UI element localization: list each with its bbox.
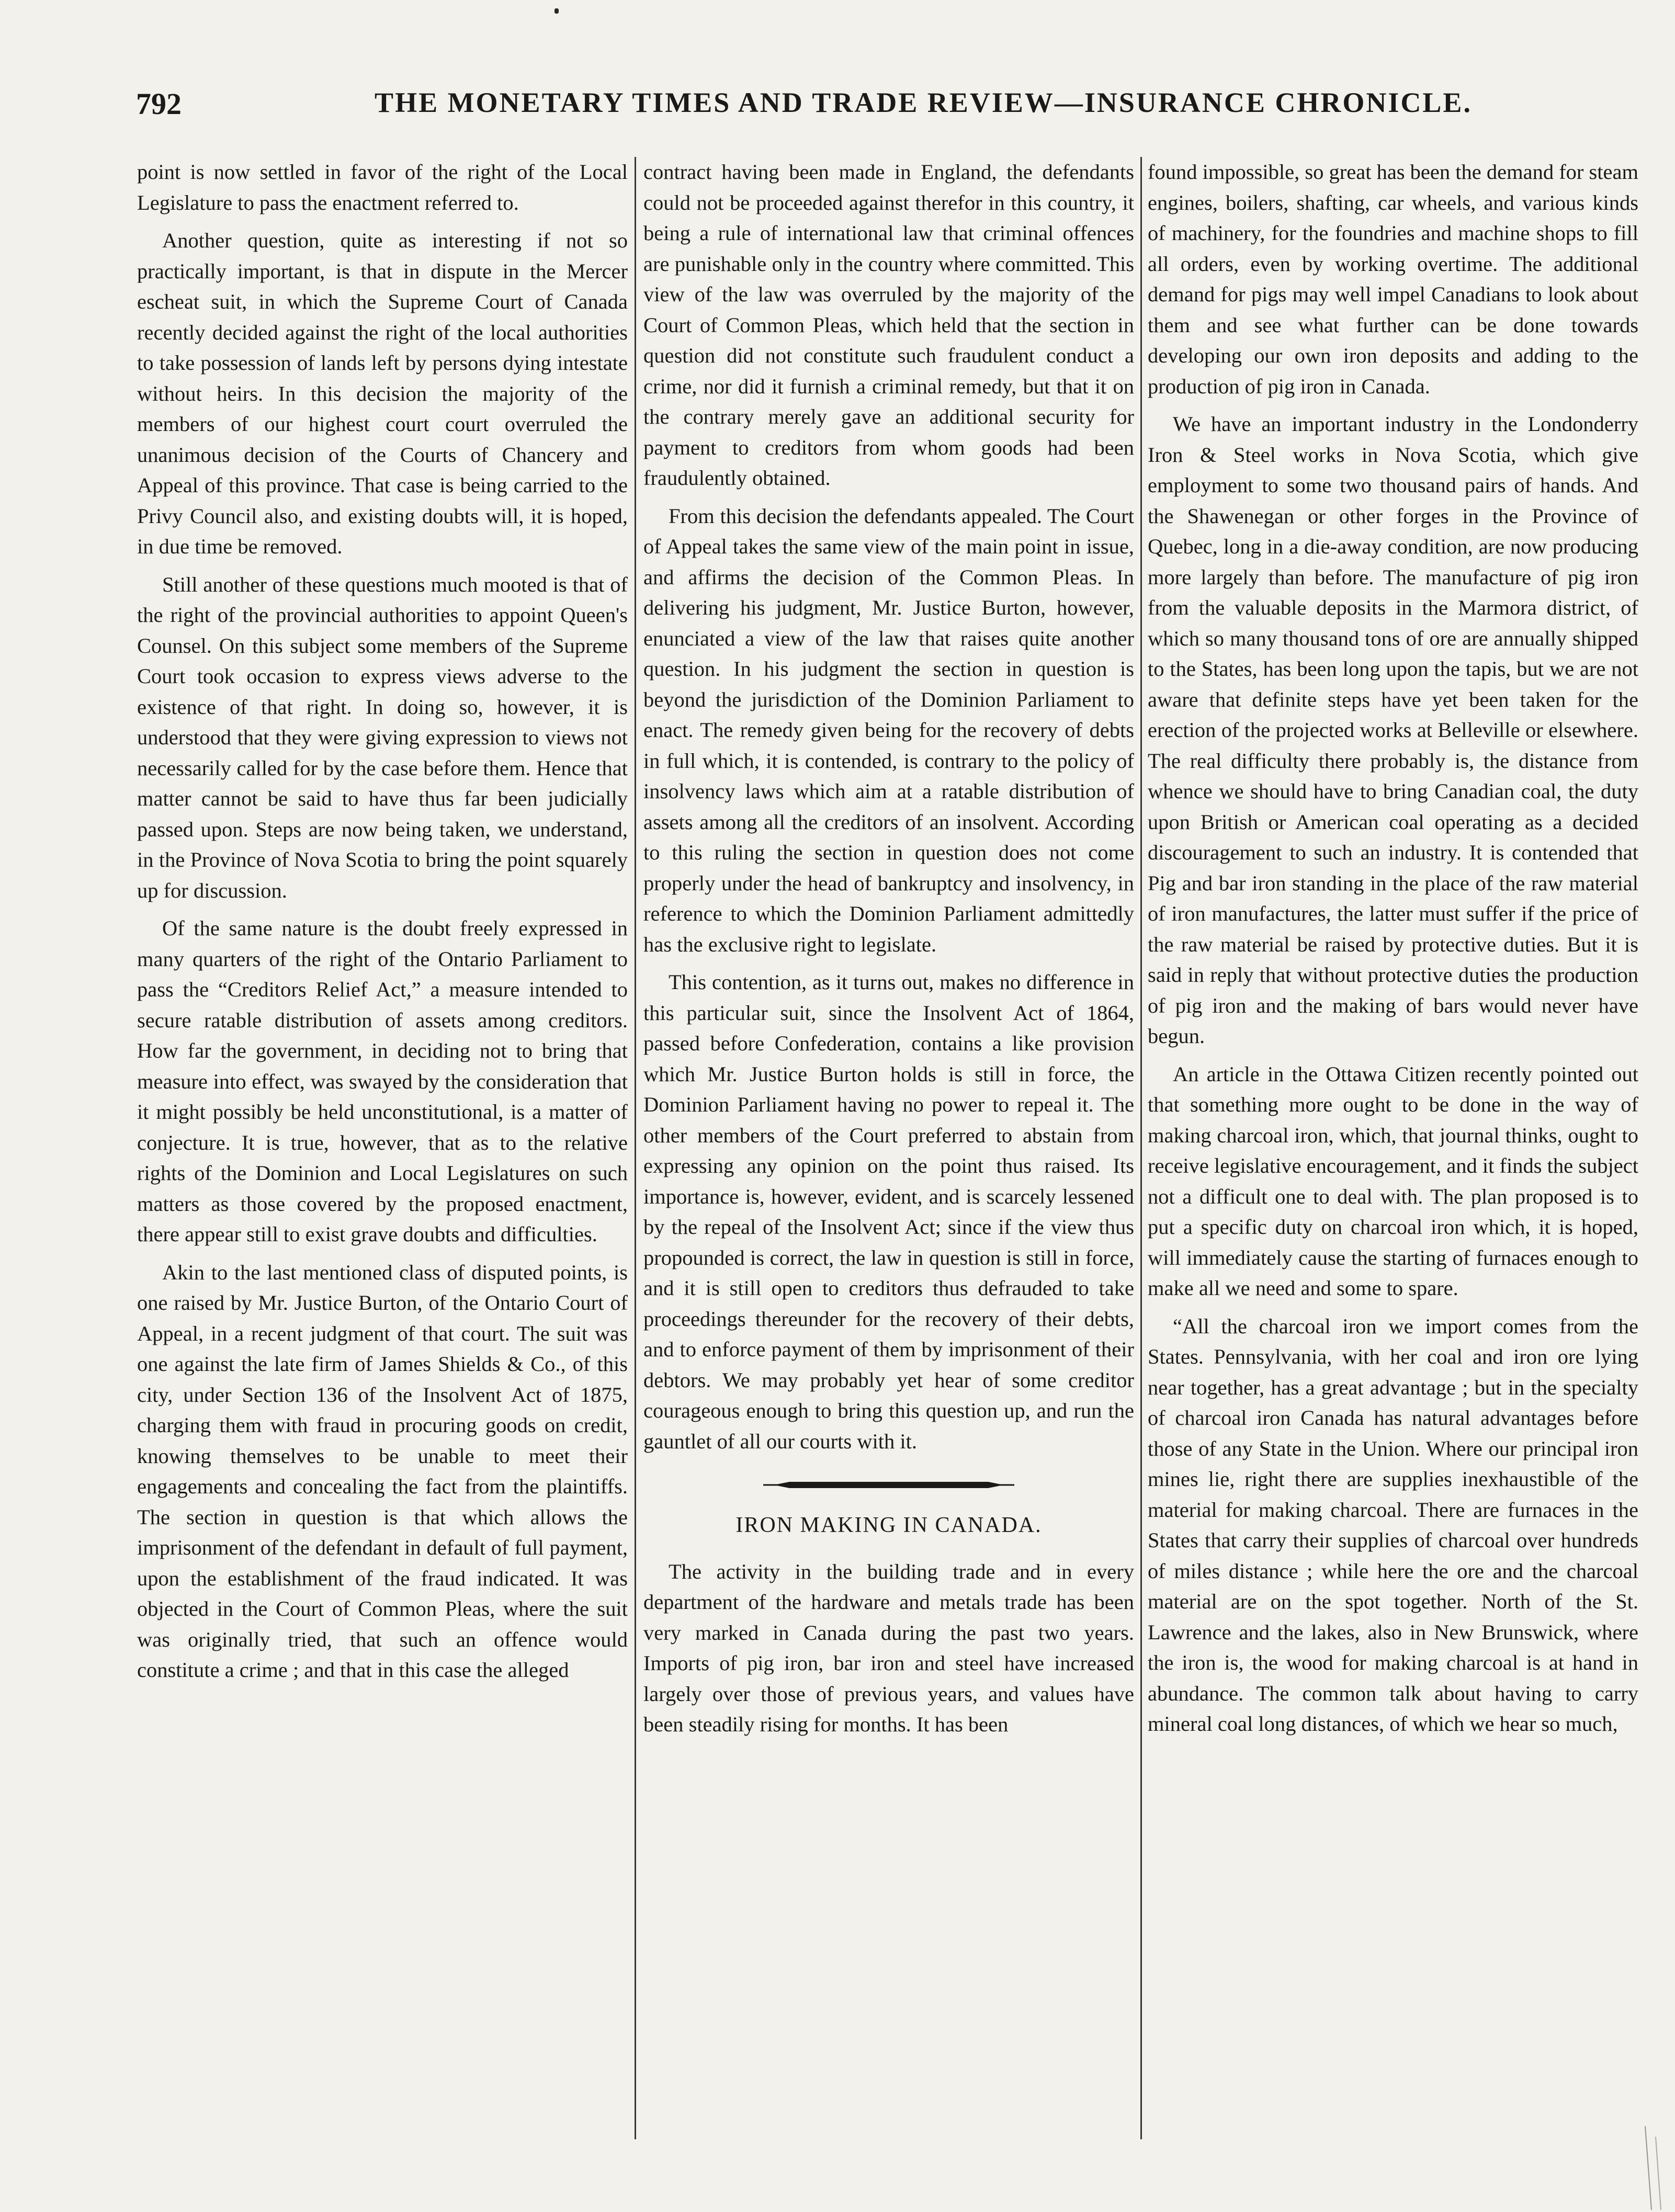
paragraph: Another question, quite as interesting if not so practically important, is that in dispute in the Mercer escheat suit, in which the Supreme Court of Canada recently decided against the right of the local authorities to take possession of lands left by persons dying intestate without heirs. In this decision the majority of the members of our highest court court overruled the unanimous decision of the Courts of Chancery and Appeal of this province. That case is being carried to the Privy Council also, and existing doubts will, it is hoped, in due time be removed. (137, 229, 628, 558)
paragraph: found impossible, so great has been the demand for steam engines, boilers, shafting, car wheels, and various kinds of machinery, for the foundries and machine shops to fill all orders, even by working overtime. The additional demand for pigs may well impel Canadians to look about them and see what further can be done towards developing our own iron deposits and adding to the production of pig iron in Canada. (1148, 160, 1638, 398)
print-mark (554, 8, 559, 14)
paragraph: “All the charcoal iron we import comes from the States. Pennsylvania, with her coal and iron ore lying near together, has a great advantage ; but in the specialty of charcoal iron Canada has natural advantages before those of any State in the Union. Where our principal iron mines lie, right there are supplies inexhaustible of the material for making charcoal. There are furnaces in the States that carry their supplies of charcoal over hundreds of miles distance ; while here the ore and the charcoal material are on the spot together. North of the St. Lawrence and the lakes, also in New Brunswick, where the iron is, the wood for making charcoal is at hand in abundance. The common talk about having to carry mineral coal long distances, of which we hear so much, (1148, 1314, 1638, 1735)
paragraph: The activity in the building trade and in every department of the hardware and metals trade has been very marked in Canada during the past two years. Imports of pig iron, bar iron and steel have increased largely over those of previous years, and values have been steadily rising for months. It has been (643, 1559, 1134, 1736)
column-2 (643, 157, 1134, 2145)
page-header (0, 0, 1675, 157)
column-divider (635, 157, 636, 2139)
section-divider-ornament (758, 1479, 1020, 1491)
running-title: THE MONETARY TIMES AND TRADE REVIEW—INSURANCE CHRONICLE. (375, 87, 1472, 118)
column-1 (137, 157, 628, 2145)
paragraph: An article in the Ottawa Citizen recently pointed out that something more ought to be done in the way of making charcoal iron, which, that journal thinks, ought to receive legislative encouragement, and it finds the subject not a difficult one to deal with. The plan proposed is to put a specific duty on charcoal iron which, it is hoped, will immediately cause the starting of furnaces enough to make all we need and some to spare. (1148, 1062, 1638, 1300)
page-number: 792 (136, 87, 182, 121)
paragraph: Of the same nature is the doubt freely expressed in many quarters of the right of the Ontario Parliament to pass the “Creditors Relief Act,” a measure intended to secure ratable distribution of assets among creditors. How far the government, in deciding not to bring that measure into effect, was swayed by the consideration that it might possibly be held unconstitutional, is a matter of conjecture. It is true, however, that as to the relative rights of the Dominion and Local Legislatures on such matters as those covered by the proposed enactment, there appear still to exist grave doubts and difficulties. (137, 916, 628, 1246)
paragraph: Akin to the last mentioned class of disputed points, is one raised by Mr. Justice Burton, of the Ontario Court of Appeal, in a recent judgment of that court. The suit was one against the late firm of James Shields & Co., of this city, under Section 136 of the Insolvent Act of 1875, charging them with fraud in procuring goods on credit, knowing themselves to be unable to meet their engagements and concealing the fact from the plaintiffs. The section in question is that which allows the imprisonment of the defendant in default of full payment, upon the establishment of the fraud indicated. It was objected in the Court of Common Pleas, where the suit was originally tried, that such an offence would constitute a crime ; and that in this case the alleged (137, 1260, 628, 1682)
paragraph: point is now settled in favor of the right of the Local Legislature to pass the enactment referred to. (137, 160, 628, 214)
paragraph: We have an important industry in the Londonderry Iron & Steel works in Nova Scotia, which give employment to some two thousand pairs of hands. And the Shawenegan or other forges in the Province of Quebec, long in a die-away condition, are now producing more largely than before. The manufacture of pig iron from the valuable deposits in the Marmora district, of which so many thousand tons of ore are annually shipped to the States, has been long upon the tapis, but we are not aware that definite steps have yet been taken for the erection of the projected works at Belleville or elsewhere. The real difficulty there probably is, the distance from whence we should have to bring Canadian coal, the duty upon British or American coal operating as a decided discouragement to such an industry. It is contended that Pig and bar iron standing in the place of the raw material of iron manufactures, the latter must suffer if the price of the raw material be raised by protective duties. But it is said in reply that without protective duties the production of pig iron and the making of bars would never have begun. (1148, 412, 1638, 1048)
paragraph: From this decision the defendants appealed. The Court of Appeal takes the same view of the main point in issue, and affirms the decision of the Common Pleas. In delivering his judgment, Mr. Justice Burton, however, enunciated a view of the law that raises quite another question. In his judgment the section in question is beyond the jurisdiction of the Dominion Parliament to enact. The remedy given being for the recovery of debts in full which, it is contended, is contrary to the policy of insolvency laws which aim at a ratable distribution of assets among all the creditors of an insolvent. According to this ruling the section in question does not come properly under the head of bankruptcy and insolvency, in reference to which the Dominion Parliament admittedly has the exclusive right to legislate. (643, 504, 1134, 956)
paragraph: Still another of these questions much mooted is that of the right of the provincial authorities to appoint Queen's Counsel. On this subject some members of the Supreme Court took occasion to express views adverse to the existence of that right. In doing so, however, it is understood that they were giving expression to views not necessarily called for by the case before them. Hence that matter cannot be said to have thus far been judicially passed upon. Steps are now being taken, we understand, in the Province of Nova Scotia to bring the point squarely up for discussion. (137, 572, 628, 902)
column-3 (1148, 157, 1638, 2145)
paragraph: This contention, as it turns out, makes no difference in this particular suit, since the Insolvent Act of 1864, passed before Confederation, contains a like provision which Mr. Justice Burton holds is still in force, the Dominion Parliament having no power to repeal it. The other members of the Court preferred to abstain from expressing any opinion on the point thus raised. Its importance is, however, evident, and is scarcely lessened by the repeal of the Insolvent Act; since if the view thus propounded is correct, the law in question is still in force, and it is still open to creditors thus defrauded to take proceedings thereunder for the recovery of their debts, and to enforce payment of them by imprisonment of their debtors. We may probably yet hear of some creditor courageous enough to bring this question up, and run the gauntlet of all our courts with it. (643, 970, 1134, 1453)
column-divider (1140, 157, 1142, 2139)
section-heading: IRON MAKING IN CANADA. (735, 1513, 1042, 1537)
scan-edge-artifact (1514, 2121, 1675, 2212)
paragraph: contract having been made in England, the defendants could not be proceeded against therefor in this country, it being a rule of international law that criminal offences are punishable only in the country where committed. This view of the law was overruled by the majority of the Court of Common Pleas, which held that the section in question did not constitute such fraudulent conduct a crime, nor did it furnish a criminal remedy, but that it on the contrary merely gave an additional security for payment to creditors from whom goods had been fraudulently obtained. (643, 160, 1134, 490)
